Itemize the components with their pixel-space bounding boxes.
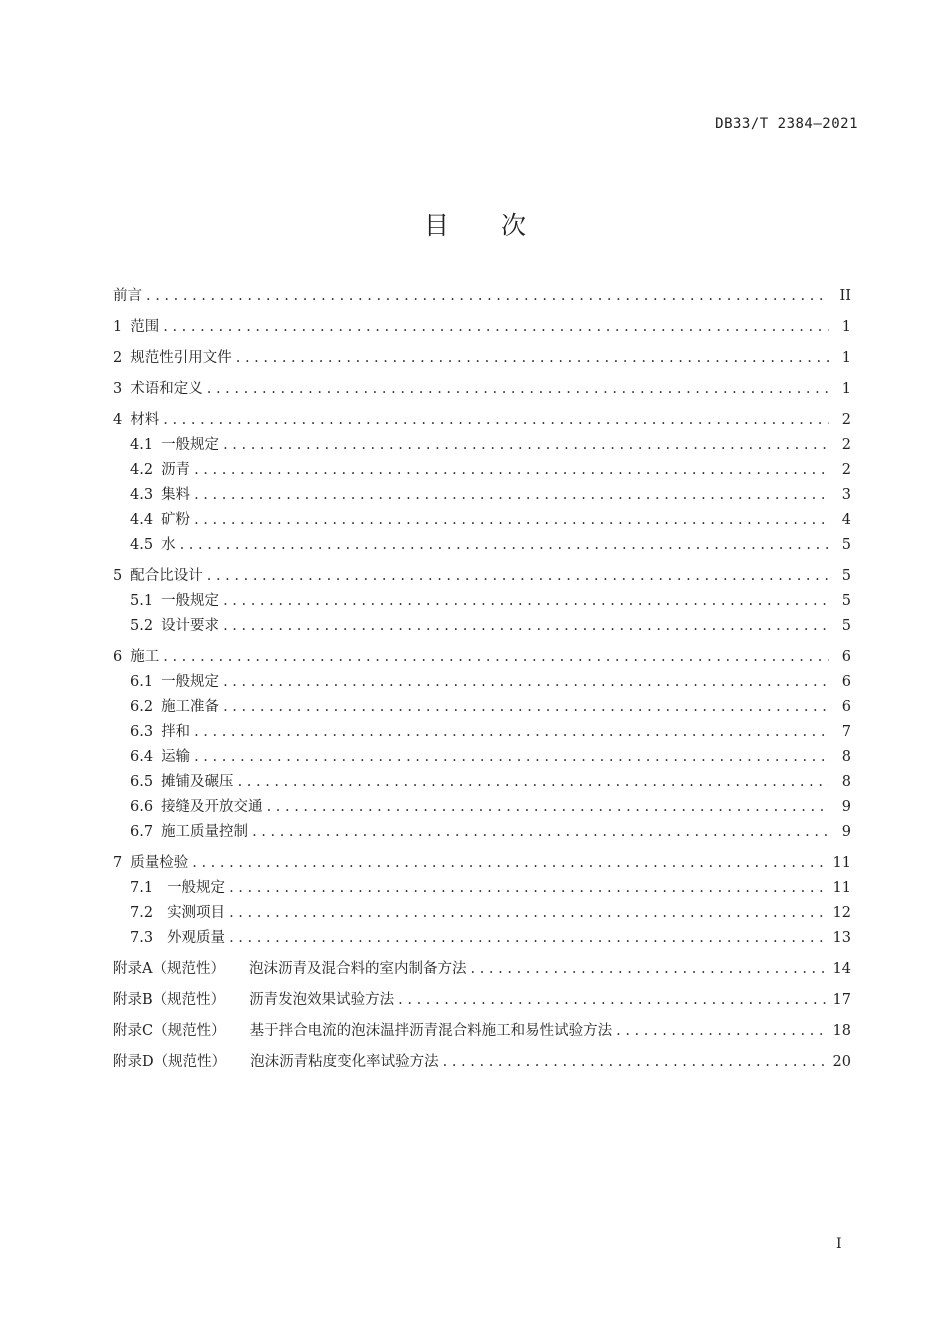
toc-entry-text: 集料: [161, 487, 191, 503]
toc-entry-1[interactable]: [113, 317, 851, 337]
page-title: 目 次: [424, 211, 548, 240]
toc-entry-text: 配合比设计: [130, 568, 203, 584]
toc-entry-page: 12: [832, 905, 851, 921]
toc-entry-6-7[interactable]: [113, 822, 851, 842]
toc-entry-4-3[interactable]: [113, 485, 851, 505]
toc-entry-number: 5: [113, 568, 123, 584]
toc-entry-5[interactable]: [113, 566, 851, 586]
toc-entry-number: 6.7: [130, 824, 154, 840]
toc-entry-page: 1: [841, 319, 851, 335]
leader-dots: [229, 928, 828, 948]
toc-entry-5-1[interactable]: [113, 591, 851, 611]
toc-entry-page: 11: [832, 880, 851, 896]
toc-entry-number: 4.3: [130, 487, 154, 503]
toc-entry-number: 4.4: [130, 512, 154, 528]
toc-entry-text: 设计要求: [161, 618, 220, 634]
leader-dots: [163, 317, 829, 337]
toc-entry-page: 2: [841, 412, 851, 428]
toc-entry-text: 一般规定: [161, 593, 220, 609]
toc-entry-4-1[interactable]: [113, 435, 851, 455]
leader-dots: [229, 903, 828, 923]
toc-entry-6-1[interactable]: [113, 672, 851, 692]
toc-entry-number: 6.1: [130, 674, 154, 690]
toc-entry-6[interactable]: [113, 647, 851, 667]
toc-entry-text: 施工准备: [161, 699, 220, 715]
toc-entry-text: 泡沫沥青粘度变化率试验方法: [250, 1054, 439, 1070]
toc-entry-6-6[interactable]: [113, 797, 851, 817]
toc-entry-7-3[interactable]: [113, 928, 851, 948]
leader-dots: [252, 822, 829, 842]
toc-entry-number: 6.2: [130, 699, 154, 715]
leader-dots: [223, 591, 829, 611]
toc-entry-number: 5.1: [130, 593, 154, 609]
toc-entry-page: 5: [841, 593, 851, 609]
toc-entry-text: 运输: [161, 749, 191, 765]
toc-entry-text: 术语和定义: [130, 381, 203, 397]
toc-entry-number: 附录A（规范性）: [113, 961, 225, 977]
toc-entry-4-5[interactable]: [113, 535, 851, 555]
leader-dots: [194, 485, 829, 505]
toc-entry-number: 6.5: [130, 774, 154, 790]
toc-entry-text: 施工质量控制: [161, 824, 249, 840]
toc-entry-page: 5: [841, 537, 851, 553]
leader-dots: [443, 1052, 829, 1072]
toc-entry-page: 9: [841, 824, 851, 840]
toc-entry-text: 沥青: [161, 462, 191, 478]
toc-entry-7-2[interactable]: [113, 903, 851, 923]
toc-entry-4-4[interactable]: [113, 510, 851, 530]
toc-entry-text: 沥青发泡效果试验方法: [249, 992, 395, 1008]
leader-dots: [163, 647, 829, 667]
toc-entry-page: 1: [841, 381, 851, 397]
toc-entry-number: 1: [113, 319, 123, 335]
toc-entry-7-1[interactable]: [113, 878, 851, 898]
leader-dots: [207, 379, 829, 399]
toc-entry-number: 7: [113, 855, 123, 871]
leader-dots: [267, 797, 829, 817]
toc-entry-text: 质量检验: [130, 855, 189, 871]
leader-dots: [229, 878, 828, 898]
toc-entry-appendix-b[interactable]: [113, 990, 851, 1010]
leader-dots: [236, 348, 829, 368]
toc-entry-number: 6.4: [130, 749, 154, 765]
toc-entry-page: 6: [841, 674, 851, 690]
toc-entry-page: 18: [832, 1023, 851, 1039]
toc-entry-text: 拌和: [161, 724, 191, 740]
leader-dots: [163, 410, 829, 430]
toc-entry-5-2[interactable]: [113, 616, 851, 636]
toc-entry-page: 1: [841, 350, 851, 366]
leader-dots: [616, 1021, 828, 1041]
toc-entry-text: 施工: [130, 649, 160, 665]
toc-entry-number: 附录B（规范性）: [113, 992, 226, 1008]
toc-entry-4-2[interactable]: [113, 460, 851, 480]
toc-entry-text: 实测项目: [167, 905, 226, 921]
toc-entry-2[interactable]: [113, 348, 851, 368]
toc-entry-page: 6: [841, 699, 851, 715]
toc-entry-text: 一般规定: [167, 880, 226, 896]
toc-entry-number: 6.6: [130, 799, 154, 815]
toc-entry-page: 5: [841, 568, 851, 584]
toc-entry-page: 8: [841, 774, 851, 790]
toc-entry-7[interactable]: [113, 853, 851, 873]
toc-entry-page: 11: [832, 855, 851, 871]
toc-entry-6-4[interactable]: [113, 747, 851, 767]
toc-entry-6-3[interactable]: [113, 722, 851, 742]
toc-entry-number: 4.5: [130, 537, 154, 553]
leader-dots: [207, 566, 829, 586]
toc-entry-text: 一般规定: [161, 437, 220, 453]
toc-entry-number: 附录D（规范性）: [113, 1054, 227, 1070]
toc-entry-number: 4.2: [130, 462, 154, 478]
toc-entry-text: 一般规定: [161, 674, 220, 690]
leader-dots: [470, 959, 828, 979]
toc-entry-page: 8: [841, 749, 851, 765]
toc-entry-number: 6.3: [130, 724, 154, 740]
toc-entry-text: 外观质量: [167, 930, 226, 946]
toc-entry-foreword[interactable]: [113, 286, 851, 306]
toc-entry-6-2[interactable]: [113, 697, 851, 717]
toc-entry-page: 6: [841, 649, 851, 665]
toc-entry-text: 水: [161, 537, 176, 553]
toc-entry-appendix-c[interactable]: [113, 1021, 851, 1041]
toc-entry-page: 7: [841, 724, 851, 740]
toc-entry-text: 规范性引用文件: [130, 350, 232, 366]
leader-dots: [223, 616, 829, 636]
toc-entry-text: 基于拌合电流的泡沫温拌沥青混合料施工和易性试验方法: [249, 1023, 613, 1039]
toc-entry-number: 附录C（规范性）: [113, 1023, 226, 1039]
toc-entry-page: II: [839, 288, 851, 304]
toc-entry-appendix-d[interactable]: [113, 1052, 851, 1072]
leader-dots: [192, 853, 828, 873]
toc-entry-text: 前言: [113, 288, 142, 304]
leader-dots: [194, 510, 829, 530]
leader-dots: [223, 435, 829, 455]
toc-entry-4[interactable]: [113, 410, 851, 430]
toc-entry-page: 17: [832, 992, 851, 1008]
toc-entry-number: 4.1: [130, 437, 154, 453]
toc-entry-text: 材料: [130, 412, 160, 428]
leader-dots: [194, 460, 829, 480]
toc-entry-text: 接缝及开放交通: [161, 799, 263, 815]
toc-entry-text: 泡沫沥青及混合料的室内制备方法: [248, 961, 467, 977]
toc-entry-text: 范围: [130, 319, 160, 335]
toc-entry-page: 3: [841, 487, 851, 503]
standard-code: DB33/T 2384—2021: [715, 116, 858, 132]
toc-entry-number: 4: [113, 412, 123, 428]
toc-entry-page: 5: [841, 618, 851, 634]
toc-entry-number: 7.3: [130, 930, 154, 946]
toc-entry-number: 6: [113, 649, 123, 665]
toc-entry-page: 14: [832, 961, 851, 977]
toc-entry-page: 2: [841, 437, 851, 453]
toc-entry-number: 5.2: [130, 618, 154, 634]
leader-dots: [194, 747, 829, 767]
leader-dots: [194, 722, 829, 742]
toc-entry-text: 摊铺及碾压: [161, 774, 234, 790]
toc-entry-number: 2: [113, 350, 123, 366]
table-of-contents: [113, 286, 851, 1072]
toc-entry-page: 13: [832, 930, 851, 946]
toc-entry-number: 7.2: [130, 905, 154, 921]
leader-dots: [180, 535, 829, 555]
leader-dots: [238, 772, 829, 792]
toc-entry-number: 7.1: [130, 880, 154, 896]
toc-entry-page: 4: [841, 512, 851, 528]
toc-entry-page: 2: [841, 462, 851, 478]
toc-entry-page: 20: [832, 1054, 851, 1070]
toc-entry-number: 3: [113, 381, 123, 397]
leader-dots: [223, 672, 829, 692]
toc-entry-3[interactable]: [113, 379, 851, 399]
leader-dots: [223, 697, 829, 717]
toc-entry-text: 矿粉: [161, 512, 191, 528]
toc-entry-appendix-a[interactable]: [113, 959, 851, 979]
leader-dots: [398, 990, 828, 1010]
toc-entry-page: 9: [841, 799, 851, 815]
toc-entry-6-5[interactable]: [113, 772, 851, 792]
leader-dots: [146, 286, 829, 306]
page-number: I: [836, 1236, 842, 1252]
